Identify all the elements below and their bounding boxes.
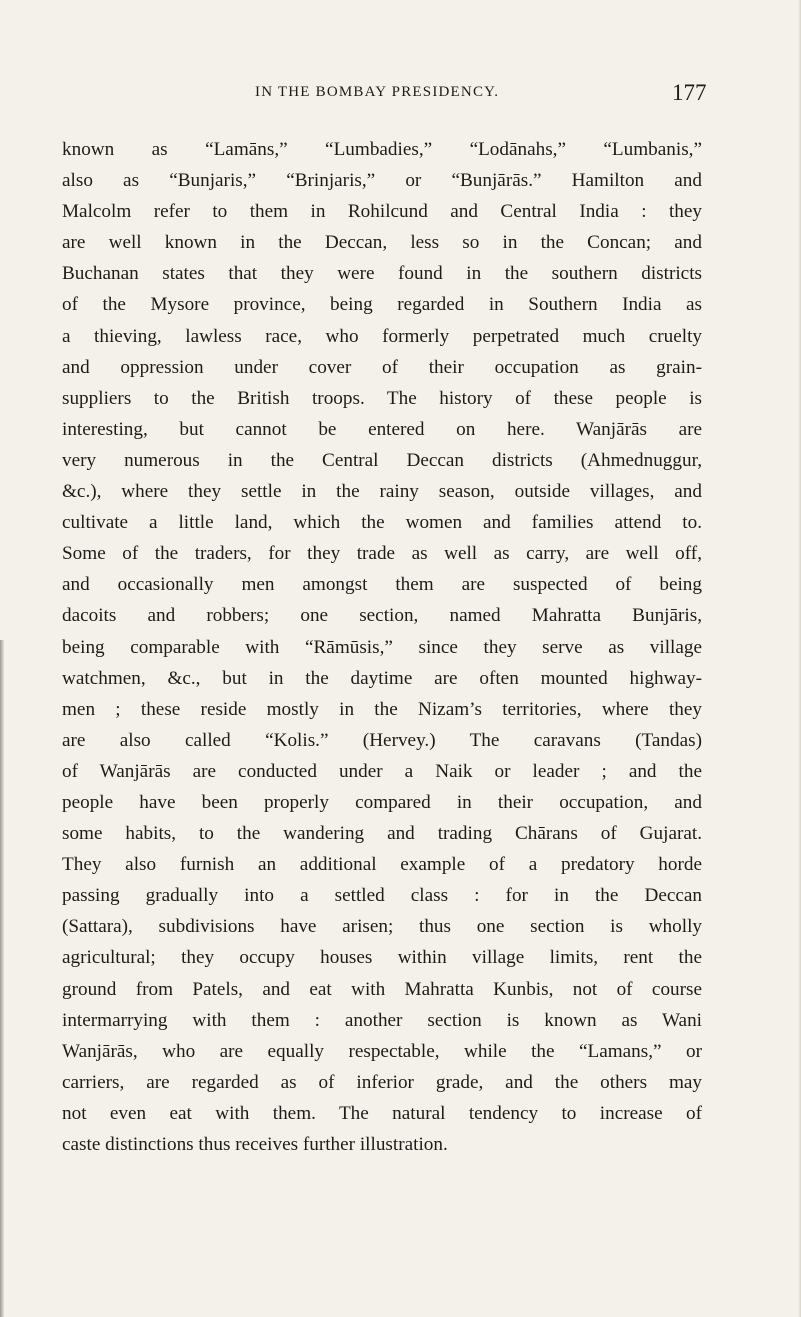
text-line: being comparable with “Rāmūsis,” since they serve as village (62, 636, 702, 658)
text-line: cultivate a little land, which the women and families attend to. (62, 512, 702, 534)
body-paragraph (62, 134, 702, 1160)
text-line: Buchanan states that they were found in the southern districts (62, 263, 702, 285)
text-line: watchmen, &c., but in the daytime are often mounted highway- (62, 667, 702, 689)
text-line: &c.), where they settle in the rainy season, outside villages, and (62, 481, 702, 503)
text-line: a thieving, lawless race, who formerly perpetrated much cruelty (62, 325, 702, 347)
text-line: some habits, to the wandering and trading Chārans of Gujarat. (62, 823, 702, 845)
text-line: Malcolm refer to them in Rohilcund and Central India : they (62, 201, 702, 223)
text-line: (Sattara), subdivisions have arisen; thus one section is wholly (62, 916, 702, 938)
text-line: are also called “Kolis.” (Hervey.) The caravans (Tandas) (62, 729, 702, 751)
text-line: ground from Patels, and eat with Mahratta Kunbis, not of course (62, 978, 702, 1000)
text-line: known as “Lamāns,” “Lumbadies,” “Lodānahs,” “Lumbanis,” (62, 139, 702, 160)
text-line: men ; these reside mostly in the Nizam’s territories, where they (62, 698, 702, 720)
text-line: of the Mysore province, being regarded in Southern India as (62, 294, 702, 316)
text-line: also as “Bunjaris,” “Brinjaris,” or “Bunjārās.” Hamilton and (62, 170, 702, 192)
text-line: They also furnish an additional example of a predatory horde (62, 854, 702, 876)
running-head: IN THE BOMBAY PRESIDENCY. (255, 84, 500, 100)
text-line: suppliers to the British troops. The history of these people is (62, 387, 702, 409)
text-line: of Wanjārās are conducted under a Naik or leader ; and the (62, 760, 702, 782)
text-line: intermarrying with them : another section is known as Wani (62, 1009, 702, 1031)
text-line-last: caste distinctions thus receives further illustration. (62, 1134, 448, 1155)
text-line: interesting, but cannot be entered on here. Wanjārās are (62, 418, 702, 440)
text-line: carriers, are regarded as of inferior grade, and the others may (62, 1071, 702, 1093)
text-line: not even eat with them. The natural tendency to increase of (62, 1102, 702, 1124)
page-header (0, 80, 801, 110)
text-line: very numerous in the Central Deccan districts (Ahmednuggur, (62, 449, 702, 471)
text-line: agricultural; they occupy houses within village limits, rent the (62, 947, 702, 969)
text-line: Wanjārās, who are equally respectable, while the “Lamans,” or (62, 1040, 702, 1062)
text-line: and oppression under cover of their occupation as grain- (62, 356, 702, 378)
text-line: Some of the traders, for they trade as well as carry, are well off, (62, 543, 702, 565)
text-line: people have been properly compared in their occupation, and (62, 791, 702, 813)
page-edge-shadow (0, 640, 4, 1317)
page-number: 177 (672, 80, 707, 105)
text-line: are well known in the Deccan, less so in the Concan; and (62, 232, 702, 254)
text-line: passing gradually into a settled class : for in the Deccan (62, 885, 702, 907)
text-line: dacoits and robbers; one section, named Mahratta Bunjāris, (62, 605, 702, 627)
text-line: and occasionally men amongst them are suspected of being (62, 574, 702, 596)
